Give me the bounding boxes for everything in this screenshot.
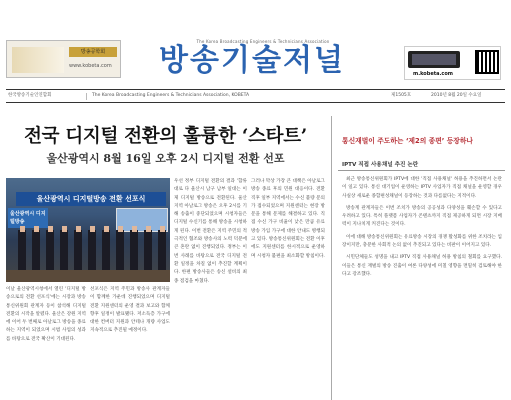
article-photo[interactable] — [6, 178, 170, 282]
sidebar-body — [342, 176, 502, 400]
newspaper-title[interactable]: 방송기술저널 — [159, 43, 345, 78]
article-column-4: 그러나 막상 가장 큰 대책은 아날로그 방송 종료 후의 민원 대응이다. 전환 직후 일부 지역에서는 수신 불량 문의가 접수되었으며 지원센터는 현장 방문을 통해 문제를 해결하고 있다. 직접 수신 가구 비율이 낮은 만큼 유료방송 가입 가구에 대한 안내도 병행되고 있다. 방송통신위원회는 전환 이후에도 지원센터를 한시적으로 운영하며 시청자 불편을 최소화할 방침이다. — [251, 179, 325, 259]
ad-url: www.kobeta.com — [69, 63, 112, 69]
left-advertisement[interactable] — [6, 40, 121, 78]
info-bar — [6, 89, 505, 103]
sidebar-headline[interactable] — [342, 136, 502, 146]
article-column-3: 우선 정부 디지털 전환의 결과 '합류대로 다 울산시 남구 남부 일대는 이제 디지털 방송으로 전환된다. 울산지역 아날로그 방송은 오후 2시를 기해 송출이 중단되었으며 시청자들은 디지털 수신기를 통해 방송을 시청하게 된다. 이번 전환은 지역 주민의 적극적인 협조와 방송사의 노력 덕분에 큰 혼란 없이 진행되었다. 정부는 이번 사례를 바탕으로 전국 디지털 전환 일정을 차질 없이 추진할 계획이다. 한편 방송사들은 송신 설비의 최종 점검을 마쳤다. — [174, 179, 247, 284]
divider — [86, 93, 87, 100]
photo-banner: 울산광역시 디지털방송 전환 선포식 — [16, 192, 166, 206]
main-article — [6, 116, 325, 400]
org-english-name: The Korea Broadcasting Engineers & Technicians Association, KOBETA — [92, 93, 250, 98]
issue-date: 2010년 8월 20일 수요일 — [431, 93, 482, 98]
article-subhead: 울산광역시 8월 16일 오후 2시 디지털 전환 선포 — [46, 152, 285, 165]
sidebar-paragraph: 방송계 관계자들은 이번 조치가 방송의 공공성과 다양성을 훼손할 수 있다고 우려하고 있다. 특히 플랫폼 사업자가 콘텐츠까지 직접 제공하게 되면 시장 지배력이 지나치게 커진다는 것이다. — [342, 205, 502, 228]
sidebar-subhead: IPTV 직접 사용채널 추진 논란 — [342, 162, 419, 168]
ad-badge: 방송공학회 — [69, 47, 117, 57]
photo-heads — [20, 226, 168, 232]
sidebar-paragraph: 시민단체들도 성명을 내고 IPTV 직접 사용채널 허용 방침의 철회를 요구했다. 이들은 통신 재벌의 방송 진출이 여론 다양성에 미칠 영향을 면밀히 검토해야 한다고 강조했다. — [342, 255, 502, 277]
sidebar-headline-line1: 통신재벌이 주도하는 ‘제2의 종편’ 등장하나 — [342, 137, 473, 145]
sidebar-article — [338, 116, 505, 400]
article-column-2: 선포식은 지역 주민과 방송사 관계자들이 함께한 가운데 진행되었으며 디지털 전환 지원센터의 운영 결과 보고와 함께 향후 일정이 발표됐다. 저소득층 가구에 대한 컨버터 지원과 안테나 개량 사업도 지속적으로 추진될 예정이다. — [90, 287, 170, 334]
photo-sign: 울산광역시 디지털방송 — [8, 208, 48, 228]
ad-image — [12, 47, 64, 73]
mobile-device-icon — [408, 51, 460, 68]
divider — [338, 170, 505, 171]
column-divider — [331, 116, 332, 400]
sidebar-paragraph: 이에 대해 방송통신위원회는 유료방송 시장의 경쟁 활성화를 위한 조치라는 입장이지만, 충분한 사회적 논의 없이 추진되고 있다는 비판이 이어지고 있다. — [342, 234, 502, 249]
org-name: 한국방송기술인연합회 — [8, 93, 52, 98]
photo-floor — [6, 270, 170, 282]
right-advertisement[interactable] — [404, 46, 501, 80]
sidebar-paragraph: 최근 방송통신위원회가 IPTV에 대한 '직접 사용채널' 허용을 추진하면서 논란이 일고 있다. 통신 대기업이 운영하는 IPTV 사업자가 직접 채널을 운영할 경우 사실상 새로운 종합편성채널이 등장하는 것과 다름없다는 지적이다. — [342, 177, 502, 199]
masthead — [0, 0, 511, 90]
article-column-1: 이날 울산광역시청에서 열린 '디지털 방송으로의 전환 선포식'에는 시장과 방송통신위원회 관계자 등이 참석해 디지털 전환의 시작을 알렸다. 울산은 강원 지역에 이어 두 번째로 아날로그 방송을 종료하는 지역이 되었으며 시범 사업의 성과를 바탕으로 전국 확산이 기대된다. — [6, 287, 86, 342]
qr-code-icon — [475, 50, 499, 74]
article-headline[interactable]: 전국 디지털 전환의 훌륭한 ‘스타트’ — [24, 126, 307, 147]
english-name: The Korea Broadcasting Engineers & Technicians Association — [196, 39, 330, 44]
mobile-url: m.kobeta.com — [413, 71, 453, 77]
issue-number: 제1505호 — [391, 93, 412, 98]
